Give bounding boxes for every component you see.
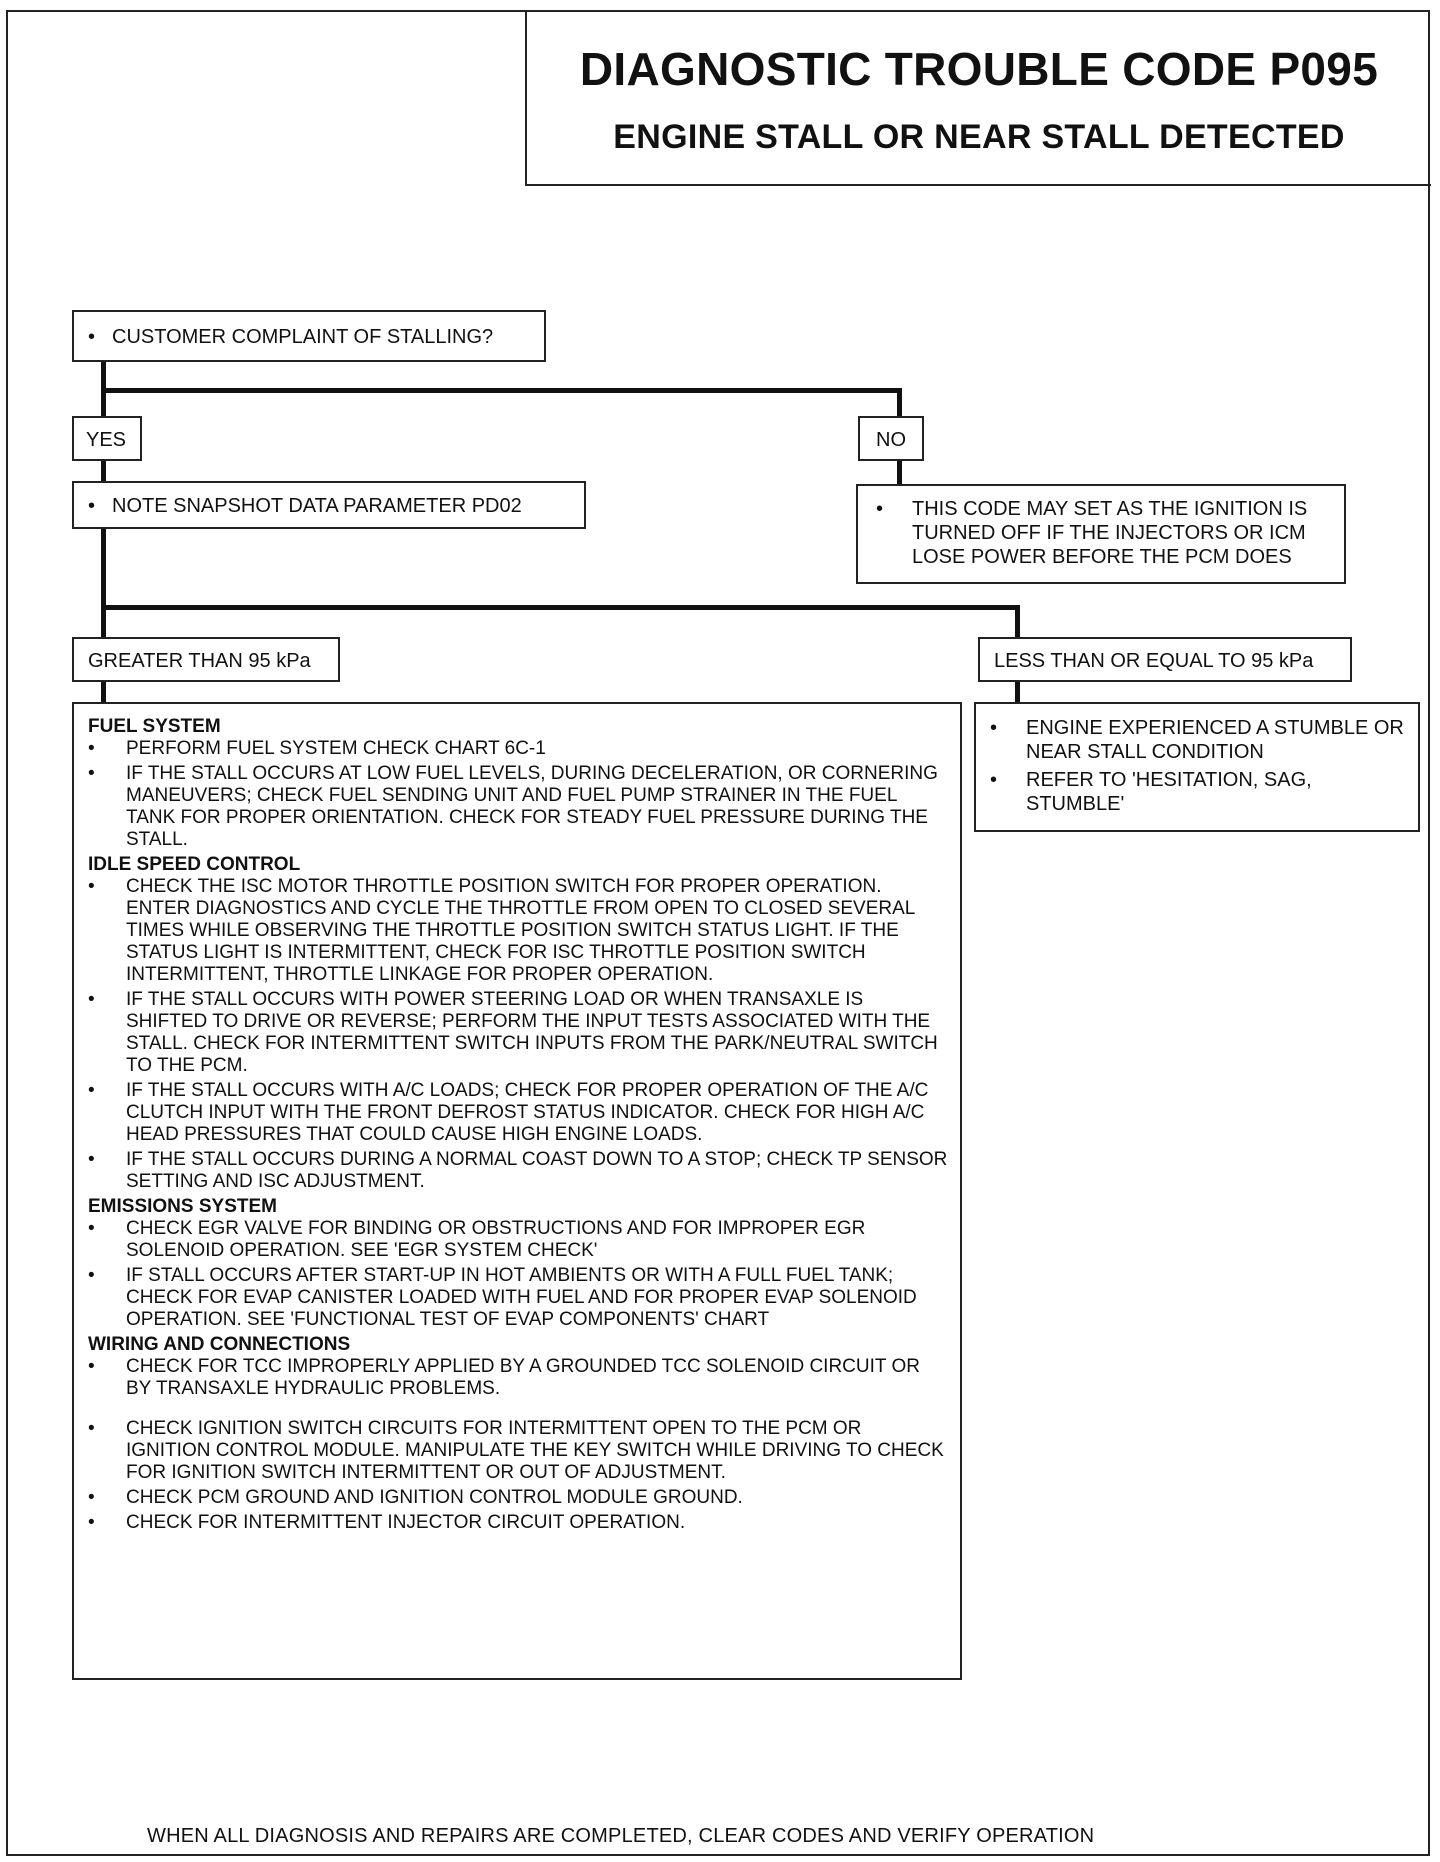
greater-95-label: GREATER THAN 95 kPa (88, 650, 311, 672)
section-heading: IDLE SPEED CONTROL (88, 854, 301, 875)
greater-95-checklist (72, 702, 962, 1680)
bullet: • (990, 769, 998, 791)
bullet: • (88, 1487, 95, 1508)
check-item (88, 876, 948, 986)
check-item (88, 1149, 948, 1193)
no-label: NO (876, 429, 906, 451)
bullet: • (88, 738, 95, 759)
bullet: • (88, 326, 96, 348)
check-item-text: CHECK EGR VALVE FOR BINDING OR OBSTRUCTIONS AND FOR IMPROPER EGR SOLENOID OPERATION. SEE 'EGR SYSTEM CHECK' (126, 1218, 866, 1261)
check-item-text: IF THE STALL OCCURS WITH POWER STEERING LOAD OR WHEN TRANSAXLE IS SHIFTED TO DRIVE OR REVERSE; PERFORM THE INPUT TESTS ASSOCIATED WITH THE STALL. CHECK FOR INTERMITTENT SWITCH INPUTS FROM THE PARK/NEUTRAL SWITCH TO THE PCM. (126, 989, 938, 1076)
stumble-item (976, 716, 1406, 764)
check-item-text: IF STALL OCCURS AFTER START-UP IN HOT AMBIENTS OR WITH A FULL FUEL TANK; CHECK FOR EVAP CANISTER LOADED WITH FUEL AND FOR PROPER EVAP SOLENOID OPERATION. SEE 'FUNCTIONAL TEST OF EVAP COMPONENTS' CHART (126, 1265, 917, 1330)
check-item (88, 1487, 948, 1509)
connector-less-down (1015, 605, 1020, 640)
no-result-box (856, 484, 1346, 584)
title-block (525, 10, 1431, 186)
check-item-text: CHECK IGNITION SWITCH CIRCUITS FOR INTERMITTENT OPEN TO THE PCM OR IGNITION CONTROL MODULE. MANIPULATE THE KEY SWITCH WHILE DRIVING TO CHECK FOR IGNITION SWITCH INTERMITTENT OR OUT OF ADJUSTMENT. (126, 1418, 944, 1483)
page-title: DIAGNOSTIC TROUBLE CODE P095 (579, 43, 1379, 95)
question-stalling-text: CUSTOMER COMPLAINT OF STALLING? (112, 326, 494, 348)
check-item (88, 1356, 948, 1400)
bullet: • (88, 1512, 95, 1533)
less-95-box (978, 637, 1352, 682)
section-heading: WIRING AND CONNECTIONS (88, 1334, 351, 1355)
bullet: • (876, 498, 884, 520)
section-heading: EMISSIONS SYSTEM (88, 1196, 277, 1217)
check-item-text: IF THE STALL OCCURS AT LOW FUEL LEVELS, DURING DECELERATION, OR CORNERING MANEUVERS; CHECK FUEL SENDING UNIT AND FUEL PUMP STRAINER IN THE FUEL TANK FOR PROPER ORIENTATION. CHECK FOR STEADY FUEL PRESSURE DURING THE STALL. (126, 763, 938, 850)
check-item (88, 1265, 948, 1331)
check-item-text: CHECK THE ISC MOTOR THROTTLE POSITION SWITCH FOR PROPER OPERATION. ENTER DIAGNOSTICS AND CYCLE THE THROTTLE FROM OPEN TO CLOSED SEVERAL TIMES WHILE OBSERVING THE THROTTLE POSITION SWITCH STATUS LIGHT. IF THE STATUS LIGHT IS INTERMITTENT, CHECK FOR ISC THROTTLE POSITION SWITCH INTERMITTENT, THROTTLE LINKAGE FOR PROPER OPERATION. (126, 876, 915, 985)
bullet: • (88, 1418, 95, 1439)
connector-kpa-bar (101, 605, 1020, 610)
check-item (88, 763, 948, 851)
check-item-text: IF THE STALL OCCURS DURING A NORMAL COAST DOWN TO A STOP; CHECK TP SENSOR SETTING AND ISC ADJUSTMENT. (126, 1149, 948, 1192)
page-subtitle: ENGINE STALL OR NEAR STALL DETECTED (613, 118, 1345, 156)
bullet: • (990, 717, 998, 739)
connector-no-to-result (897, 459, 902, 486)
question-stalling-box (72, 310, 546, 362)
bullet: • (88, 1149, 95, 1170)
yes-label-box (72, 416, 142, 461)
check-item (88, 1080, 948, 1146)
less-95-checklist (974, 702, 1420, 832)
footer-note: WHEN ALL DIAGNOSIS AND REPAIRS ARE COMPLETED, CLEAR CODES AND VERIFY OPERATION (147, 1825, 1095, 1847)
check-item-text: IF THE STALL OCCURS WITH A/C LOADS; CHECK FOR PROPER OPERATION OF THE A/C CLUTCH INPUT WITH THE FRONT DEFROST STATUS INDICATOR. CHECK FOR HIGH A/C HEAD PRESSURES THAT COULD CAUSE HIGH ENGINE LOADS. (126, 1080, 929, 1145)
bullet: • (88, 989, 95, 1010)
check-item-text: CHECK PCM GROUND AND IGNITION CONTROL MODULE GROUND. (126, 1487, 743, 1508)
note-snapshot-text: NOTE SNAPSHOT DATA PARAMETER PD02 (112, 495, 522, 517)
connector-greater-to-list (101, 680, 106, 704)
bullet: • (88, 1265, 95, 1286)
bullet: • (88, 876, 95, 897)
no-label-box (858, 416, 924, 461)
bullet: • (88, 1356, 95, 1377)
connector-note-down (101, 527, 106, 639)
no-result-text: THIS CODE MAY SET AS THE IGNITION IS TURNED OFF IF THE INJECTORS OR ICM LOSE POWER BEFORE THE PCM DOES (912, 498, 1308, 568)
section-heading: FUEL SYSTEM (88, 716, 221, 737)
note-snapshot-box (72, 481, 586, 529)
connector-less-to-list (1015, 680, 1020, 704)
stumble-item-text: ENGINE EXPERIENCED A STUMBLE OR NEAR STALL CONDITION (1026, 717, 1404, 763)
check-item-text: CHECK FOR INTERMITTENT INJECTOR CIRCUIT OPERATION. (126, 1512, 686, 1533)
less-95-label: LESS THAN OR EQUAL TO 95 kPa (994, 650, 1314, 672)
check-item (88, 738, 948, 760)
check-item-text: PERFORM FUEL SYSTEM CHECK CHART 6C-1 (126, 738, 546, 759)
yes-label: YES (86, 429, 127, 451)
check-item-text: CHECK FOR TCC IMPROPERLY APPLIED BY A GROUNDED TCC SOLENOID CIRCUIT OR BY TRANSAXLE HYDRAULIC PROBLEMS. (126, 1356, 920, 1399)
connector-yes-no-bar (101, 388, 902, 393)
check-item (88, 1512, 948, 1534)
check-item (88, 1418, 948, 1484)
bullet: • (88, 495, 96, 517)
connector-yes-to-note (101, 459, 106, 483)
bullet: • (88, 1218, 95, 1239)
greater-95-box (72, 637, 340, 682)
check-item (88, 989, 948, 1077)
stumble-item (976, 768, 1406, 816)
check-item (88, 1218, 948, 1262)
bullet: • (88, 1080, 95, 1101)
bullet: • (88, 763, 95, 784)
stumble-item-text: REFER TO 'HESITATION, SAG, STUMBLE' (1026, 769, 1312, 815)
